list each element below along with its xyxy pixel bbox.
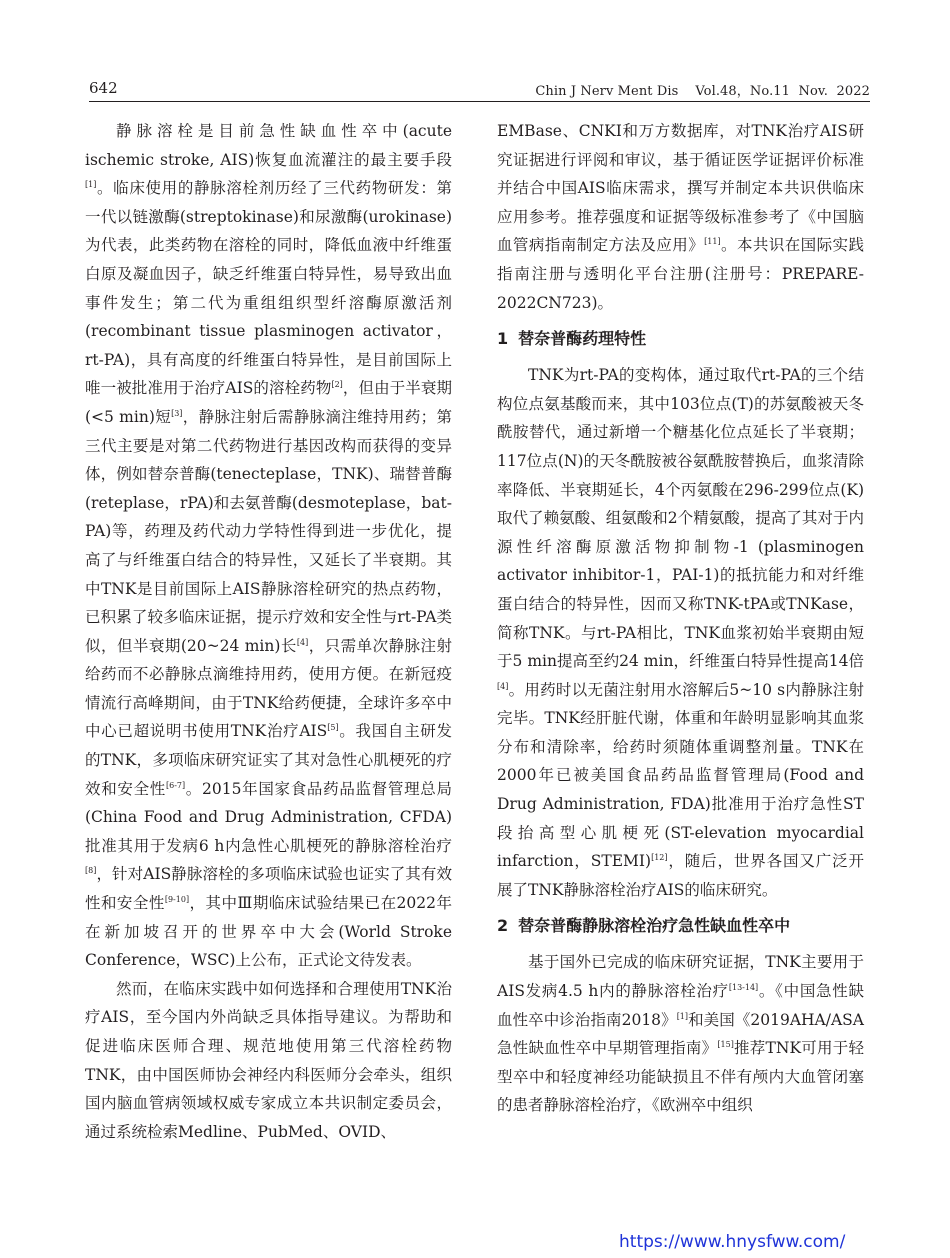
journal-header: Chin J Nerv Ment Dis Vol.48，No.11 Nov. 2022 <box>535 84 870 99</box>
section-heading: 1 替奈普酶药理特性 <box>497 329 647 349</box>
page-number: 642 <box>89 79 118 97</box>
citation[interactable]: [2] <box>331 380 343 390</box>
citation[interactable]: [1] <box>85 180 97 190</box>
citation[interactable]: [8] <box>85 866 97 876</box>
citation[interactable]: [4] <box>296 637 309 647</box>
citation[interactable]: [6-7] <box>165 780 186 790</box>
body-paragraph: 基于国外已完成的临床研究证据，TNK主要用于AIS发病4.5 h内的静脉溶栓治疗[13-14]。《中国急性缺血性卒中诊治指南2018》[1]和美国《2019AHA/ASA急性缺血性卒中早期管理指南》[15]推荐TNK可用于轻型卒中和轻度神经功能缺损且不伴有颅内大血管闭塞的患者静脉溶栓治疗，《欧洲卒中组织 <box>497 953 864 1115</box>
body-paragraph: 然而，在临床实践中如何选择和合理使用TNK治疗AIS，至今国内外尚缺乏具体指导建议。为帮助和促进临床医师合理、规范地使用第三代溶栓药物TNK，由中国医师协会神经内科医师分会牵头，组织国内脑血管病领域权威专家成立本共识制定委员会，通过系统检索Medline、PubMed、OVID、 <box>85 979 452 1141</box>
citation[interactable]: [9-10] <box>164 894 190 904</box>
body-paragraph: EMBase、CNKI和万方数据库，对TNK治疗AIS研究证据进行评阅和审议，基于循证医学证据评价标准并结合中国AIS临床需求，撰写并制定本共识供临床应用参考。推荐强度和证据等级标准参考了《中国脑血管病指南制定方法及应用》[11]。本共识在国际实践指南注册与透明化平台注册(注册号：PREPARE-2022CN723)。 <box>497 122 864 312</box>
citation[interactable]: [4] <box>497 681 509 691</box>
citation[interactable]: [3] <box>171 408 183 418</box>
citation[interactable]: [13-14] <box>728 982 759 992</box>
header-rule <box>89 101 870 102</box>
citation[interactable]: [5] <box>327 723 339 733</box>
right-column <box>497 117 864 1120</box>
body-paragraph: 静脉溶栓是目前急性缺血性卒中(acute ischemic stroke, AIS)恢复血流灌注的最主要手段[1]。临床使用的静脉溶栓剂历经了三代药物研发：第一代以链激酶(streptokinase)和尿激酶(urokinase)为代表，此类药物在溶栓的同时，降低血液中纤维蛋白原及凝血因子，缺乏纤维蛋白特异性，易导致出血事件发生；第二代为重组组织型纤溶酶原激活剂(recombinant tissue plasminogen activator，rt-PA)，具有高度的纤维蛋白特异性，是目前国际上唯一被批准用于治疗AIS的溶栓药物[2]，但由于半衰期(<5 min)短[3]，静脉注射后需静脉滴注维持用药；第三代主要是对第二代药物进行基因改构而获得的变异体，例如替奈普酶(tenecteplase，TNK)、瑞替普酶(reteplase，rPA)和去氨普酶(desmoteplase，bat-PA)等，药理及药代动力学特性得到进一步优化，提高了与纤维蛋白结合的特异性，又延长了半衰期。其中TNK是目前国际上AIS静脉溶栓研究的热点药物，已积累了较多临床证据，提示疗效和安全性与rt-PA类似，但半衰期(20~24 min)长[4]，只需单次静脉注射给药而不必静脉点滴维持用药，使用方便。在新冠疫情流行高峰期间，由于TNK给药便捷，全球许多卒中中心已超说明书使用TNK治疗AIS[5]。我国自主研发的TNK，多项临床研究证实了其对急性心肌梗死的疗效和安全性[6-7]。2015年国家食品药品监督管理总局(China Food and Drug Administration, CFDA)批准其用于发病6 h内急性心肌梗死的静脉溶栓治疗[8]，针对AIS静脉溶栓的多项临床试验也证实了其有效性和安全性[9-10]，其中Ⅲ期临床试验结果已在2022年在新加坡召开的世界卒中大会(World Stroke Conference，WSC)上公布，正式论文待发表。 <box>85 122 452 970</box>
citation[interactable]: [11] <box>704 237 721 247</box>
left-column <box>85 117 452 1146</box>
citation[interactable]: [1] <box>676 1011 689 1021</box>
citation[interactable]: [15] <box>717 1040 734 1050</box>
body-paragraph: TNK为rt-PA的变构体，通过取代rt-PA的三个结构位点氨基酸而来，其中103位点(T)的苏氨酸被天冬酰胺替代，通过新增一个糖基化位点延长了半衰期；117位点(N)的天冬酰胺被谷氨酰胺替换后，血浆清除率降低、半衰期延长，4个丙氨酸在296-299位点(K)取代了赖氨酸、组氨酸和2个精氨酸，提高了其对于内源性纤溶酶原激活物抑制物-1 (plasminogen activator inhibitor-1，PAI-1)的抵抗能力和对纤维蛋白结合的特异性，因而又称TNK-tPA或TNKase，简称TNK。与rt-PA相比，TNK血浆初始半衰期由短于5 min提高至约24 min，纤维蛋白特异性提高14倍[4]。用药时以无菌注射用水溶解后5~10 s内静脉注射完毕。TNK经肝脏代谢，体重和年龄明显影响其血浆分布和清除率，给药时须随体重调整剂量。TNK在2000年已被美国食品药品监督管理局(Food and Drug Administration, FDA)批准用于治疗急性ST段抬高型心肌梗死(ST-elevation myocardial infarction，STEMI)[12]，随后，世界各国又广泛开展了TNK静脉溶栓治疗AIS的临床研究。 <box>497 366 864 899</box>
source-url-link[interactable]: https://www.hnysfww.com/ <box>619 1232 846 1252</box>
section-heading: 2 替奈普酶静脉溶栓治疗急性缺血性卒中 <box>497 916 791 936</box>
citation[interactable]: [12] <box>651 853 668 863</box>
